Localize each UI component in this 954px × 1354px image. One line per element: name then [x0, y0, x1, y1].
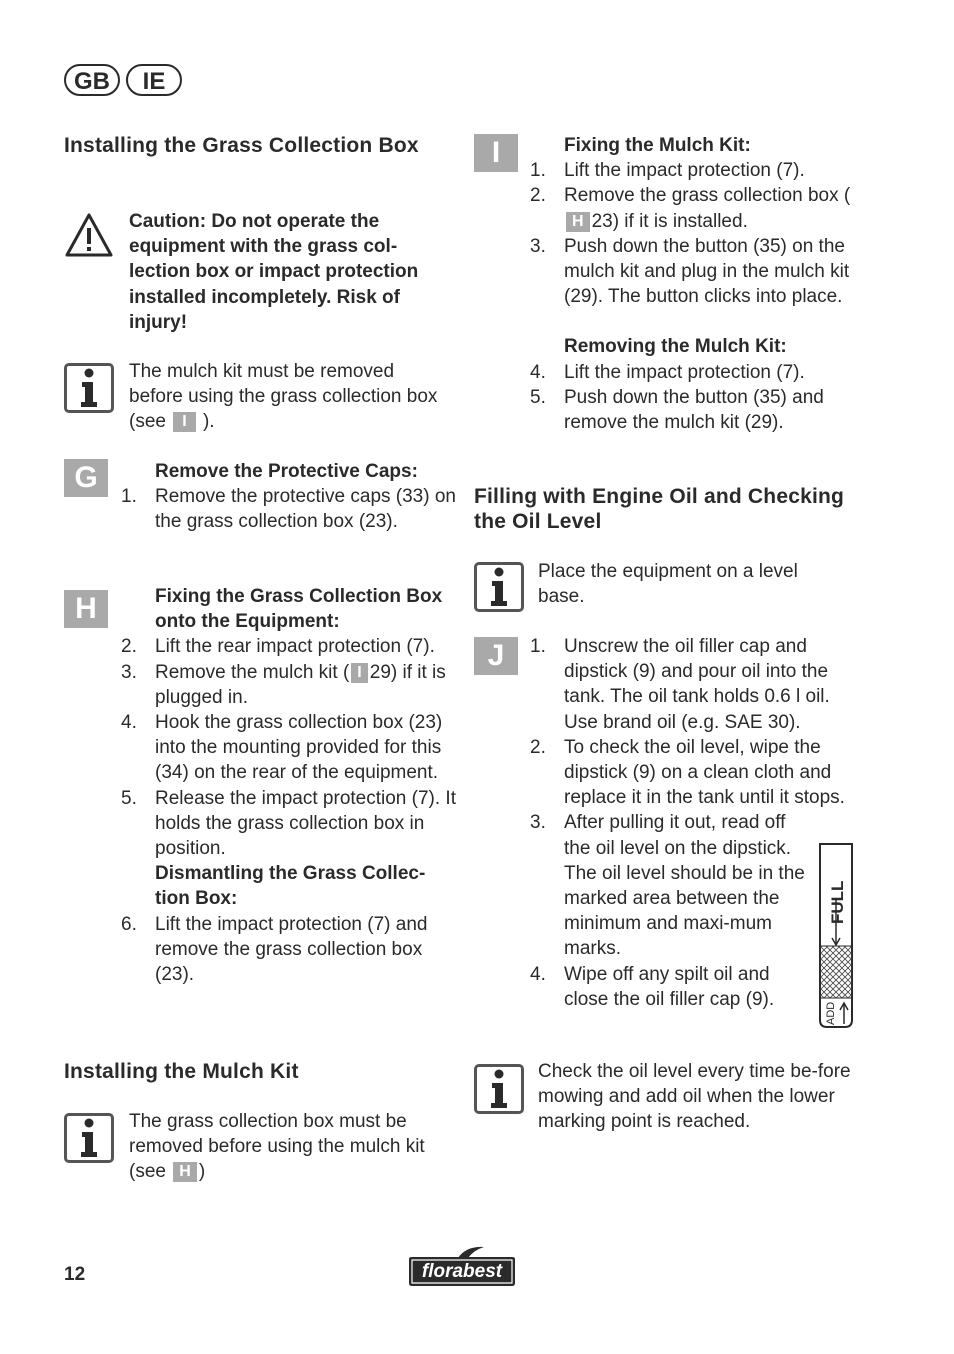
list-item — [530, 634, 860, 735]
info-icon — [64, 363, 114, 413]
item-number: 3. — [121, 661, 137, 683]
item-number: 2. — [530, 736, 546, 758]
step-title: Fixing the Grass Collection Box onto the Equipment: — [155, 586, 443, 633]
item-number: 6. — [121, 913, 137, 935]
item-number: 2. — [121, 636, 137, 658]
list-item — [530, 158, 865, 183]
heading-grass-collection: Installing the Grass Collection Box — [64, 134, 419, 157]
dipstick-full-label: FULL — [828, 880, 847, 924]
brand-logo — [406, 1244, 518, 1288]
section-badge-i: I — [474, 134, 518, 172]
list-item — [530, 360, 865, 385]
item-number: 1. — [530, 636, 546, 657]
brand-name: florabest — [421, 1261, 503, 1282]
list-item — [530, 735, 860, 811]
item-text: Push down the button (35) and remove the mulch kit (29). — [564, 386, 824, 434]
step-title: Fixing the Mulch Kit: — [564, 135, 751, 156]
list-item — [530, 810, 814, 961]
list-item — [121, 660, 456, 710]
lang-badge-gb: GB — [64, 64, 120, 96]
section-g — [121, 459, 456, 535]
list-item — [530, 234, 865, 310]
info-note-grass-box-removed — [129, 1109, 454, 1185]
list-item — [121, 912, 456, 988]
item-text: Remove the grass collection box ( — [564, 185, 851, 207]
item-text: Hook the grass collection box (23) into the mounting provided for this (34) on the rear of the equipment. — [155, 712, 443, 784]
item-number: 2. — [530, 185, 546, 207]
ref-badge-h: H — [566, 212, 590, 232]
section-badge-j: J — [474, 637, 518, 675]
item-number: 3. — [530, 235, 546, 257]
list-item — [121, 634, 456, 659]
heading-engine-oil: Filling with Engine Oil and Checking the Oil Level — [474, 485, 845, 533]
info-icon — [64, 1113, 114, 1163]
section-j — [530, 634, 860, 1012]
item-number: 1. — [121, 486, 137, 508]
item-text: After pulling it out, read off the oil level on the dipstick. The oil level should be in the marked area between the minimum and maxi-mum marks. — [564, 812, 805, 960]
ref-badge-i: I — [351, 663, 367, 683]
item-number: 4. — [530, 361, 546, 383]
item-number: 1. — [530, 160, 546, 182]
warning-icon — [64, 212, 114, 258]
info-note-end: ). — [202, 411, 215, 433]
info-note-mulch-removed — [129, 359, 449, 435]
info-note-text: The mulch kit must be removed before using the grass collection box (see — [129, 361, 438, 433]
lang-badge-ie: IE — [126, 64, 182, 96]
item-text: Lift the impact protection (7). — [564, 361, 805, 383]
item-text: Lift the impact protection (7). — [564, 160, 805, 182]
language-badges — [64, 64, 182, 96]
list-item — [530, 385, 865, 435]
step-title: Dismantling the Grass Collec-tion Box: — [155, 863, 426, 910]
caution-text: Caution: Do not operate the equipment with the grass col-lection box or impact protection installed incompletely. Risk of injury! — [129, 211, 419, 333]
list-item — [530, 183, 865, 233]
section-h — [121, 584, 456, 987]
info-icon — [474, 562, 524, 612]
item-number: 3. — [530, 812, 546, 834]
info-note-level-base: Place the equipment on a level base. — [538, 561, 798, 608]
item-number: 4. — [121, 712, 137, 734]
list-item — [121, 710, 456, 786]
list-item — [121, 786, 456, 862]
item-text: 23) if it is installed. — [591, 210, 748, 232]
item-text: Release the impact protection (7). It holds the grass collection box in position. — [155, 787, 456, 860]
ref-badge-h: H — [173, 1162, 197, 1182]
section-i — [530, 133, 865, 435]
page-number: 12 — [64, 1264, 86, 1285]
item-text: To check the oil level, wipe the dipstick (9) on a clean cloth and replace it in the tank until it stops. — [564, 736, 845, 809]
item-text: Remove the mulch kit ( — [155, 661, 350, 683]
item-text: Remove the protective caps (33) on the grass collection box (23). — [155, 486, 456, 533]
heading-mulch-kit: Installing the Mulch Kit — [64, 1060, 299, 1083]
section-badge-h: H — [64, 590, 108, 628]
item-number: 5. — [530, 386, 546, 408]
section-badge-g: G — [64, 459, 108, 497]
dipstick-add-label: ADD — [825, 1001, 837, 1025]
info-icon — [474, 1064, 524, 1114]
ref-badge-i: I — [173, 412, 195, 432]
item-text: Wipe off any spilt oil and close the oil filler cap (9). — [564, 963, 775, 1010]
item-text: 29) if it is plugged in. — [155, 661, 446, 708]
info-note-text: The grass collection box must be removed before using the mulch kit (see — [129, 1111, 425, 1183]
item-text: Lift the impact protection (7) and remove the grass collection box (23). — [155, 913, 428, 986]
info-note-check-oil: Check the oil level every time be-fore mowing and add oil when the lower marking point is reached. — [538, 1061, 851, 1133]
step-title: Remove the Protective Caps: — [155, 461, 418, 482]
list-item — [121, 484, 456, 534]
dipstick-illustration — [818, 842, 856, 1030]
item-number: 4. — [530, 963, 546, 985]
item-text: Push down the button (35) on the mulch kit and plug in the mulch kit (29). The button clicks into place. — [564, 235, 850, 308]
step-title: Removing the Mulch Kit: — [564, 336, 787, 358]
item-text: Lift the rear impact protection (7). — [155, 636, 435, 658]
info-note-end: ) — [198, 1161, 206, 1183]
item-number: 5. — [121, 787, 137, 809]
item-text: Unscrew the oil filler cap and dipstick (9) and pour oil into the tank. The oil tank holds 0.6 l oil. Use brand oil (e.g. SAE 30). — [564, 636, 830, 733]
list-item — [530, 962, 814, 1012]
